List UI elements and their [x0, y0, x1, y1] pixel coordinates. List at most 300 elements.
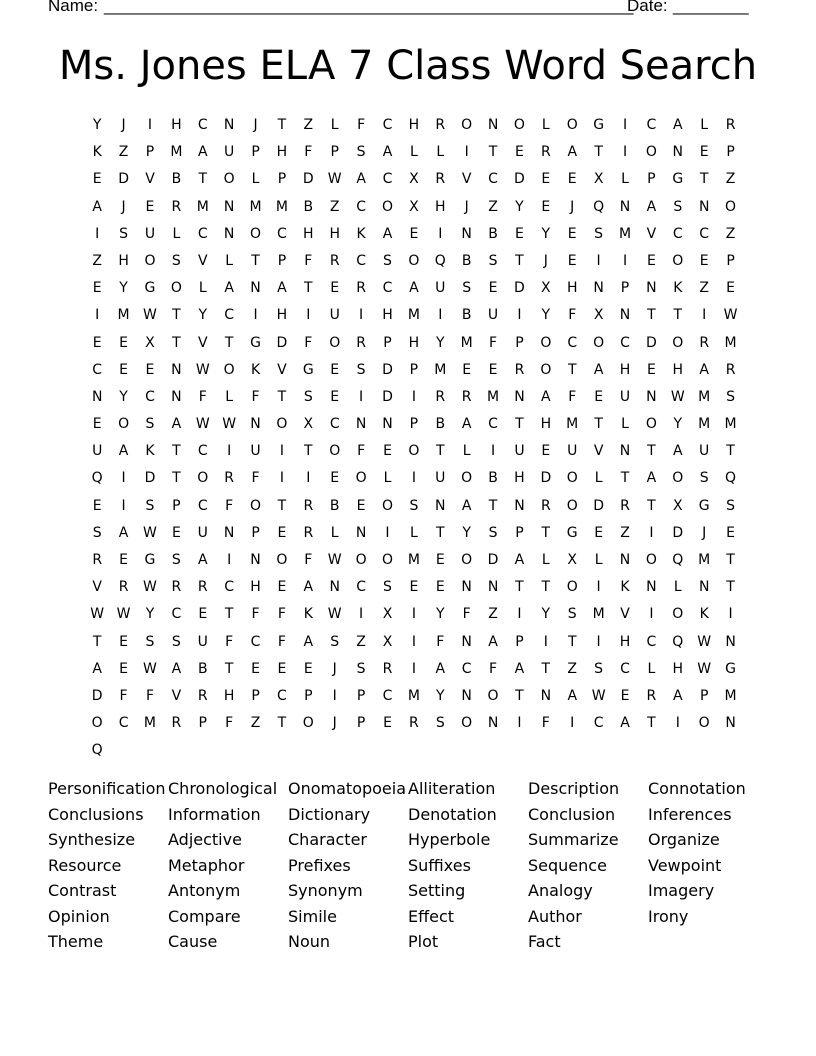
- grid-letter[interactable]: S: [435, 715, 445, 732]
- grid-letter[interactable]: L: [673, 579, 682, 596]
- grid-letter[interactable]: F: [251, 606, 260, 623]
- grid-letter[interactable]: J: [121, 198, 126, 215]
- grid-letter[interactable]: A: [171, 416, 182, 433]
- grid-letter[interactable]: L: [621, 171, 629, 188]
- grid-letter[interactable]: I: [649, 606, 654, 623]
- grid-letter[interactable]: O: [487, 687, 499, 704]
- grid-letter[interactable]: S: [567, 606, 577, 623]
- grid-letter[interactable]: O: [355, 470, 367, 487]
- grid-letter[interactable]: T: [647, 307, 656, 324]
- grid-letter[interactable]: A: [567, 144, 578, 161]
- grid-letter[interactable]: E: [409, 579, 419, 596]
- grid-letter[interactable]: S: [356, 660, 366, 677]
- grid-letter[interactable]: C: [593, 715, 604, 732]
- grid-letter[interactable]: S: [356, 144, 366, 161]
- grid-letter[interactable]: O: [672, 252, 684, 269]
- grid-letter[interactable]: G: [593, 117, 605, 133]
- grid-letter[interactable]: A: [382, 225, 393, 242]
- grid-letter[interactable]: X: [303, 416, 314, 433]
- grid-letter[interactable]: A: [303, 579, 314, 596]
- grid-letter[interactable]: R: [540, 144, 551, 161]
- grid-letter[interactable]: R: [92, 552, 103, 568]
- grid-letter[interactable]: M: [698, 388, 711, 405]
- grid-letter[interactable]: T: [699, 171, 709, 188]
- grid-letter[interactable]: A: [356, 171, 366, 188]
- grid-letter[interactable]: K: [356, 225, 366, 242]
- grid-letter[interactable]: O: [408, 252, 420, 269]
- grid-letter[interactable]: E: [515, 144, 524, 161]
- grid-letter[interactable]: E: [330, 280, 340, 297]
- grid-letter[interactable]: C: [382, 280, 393, 297]
- grid-letter[interactable]: Y: [515, 198, 524, 215]
- grid-letter[interactable]: O: [250, 497, 262, 514]
- grid-letter[interactable]: J: [464, 198, 469, 215]
- grid-letter[interactable]: N: [646, 388, 657, 405]
- grid-letter[interactable]: H: [408, 334, 420, 351]
- grid-letter[interactable]: N: [540, 687, 552, 704]
- grid-letter[interactable]: E: [541, 198, 551, 215]
- grid-letter[interactable]: D: [302, 171, 314, 188]
- grid-letter[interactable]: O: [566, 470, 578, 487]
- grid-letter[interactable]: U: [619, 388, 631, 405]
- grid-letter[interactable]: W: [697, 660, 712, 677]
- grid-letter[interactable]: A: [514, 660, 525, 677]
- grid-letter[interactable]: N: [223, 524, 235, 541]
- grid-letter[interactable]: S: [171, 252, 181, 269]
- grid-letter[interactable]: A: [567, 687, 578, 704]
- grid-letter[interactable]: Y: [92, 117, 102, 133]
- grid-letter[interactable]: N: [435, 497, 446, 514]
- grid-letter[interactable]: T: [515, 416, 524, 433]
- grid-letter[interactable]: G: [672, 171, 684, 188]
- grid-letter[interactable]: N: [461, 687, 472, 704]
- grid-letter[interactable]: F: [489, 660, 498, 677]
- grid-letter[interactable]: Y: [435, 334, 445, 351]
- grid-letter[interactable]: F: [145, 687, 154, 704]
- grid-letter[interactable]: O: [223, 171, 235, 188]
- grid-letter[interactable]: J: [121, 117, 126, 133]
- grid-letter[interactable]: L: [462, 443, 471, 460]
- grid-letter[interactable]: C: [356, 252, 366, 269]
- grid-letter[interactable]: X: [672, 497, 683, 514]
- grid-letter[interactable]: T: [435, 443, 445, 460]
- grid-letter[interactable]: M: [618, 225, 632, 242]
- grid-letter[interactable]: Q: [725, 470, 737, 487]
- grid-letter[interactable]: R: [646, 687, 657, 704]
- grid-letter[interactable]: S: [330, 633, 340, 650]
- grid-letter[interactable]: I: [622, 117, 628, 133]
- grid-letter[interactable]: K: [673, 280, 683, 297]
- grid-letter[interactable]: L: [647, 660, 656, 677]
- grid-letter[interactable]: E: [541, 443, 551, 460]
- grid-letter[interactable]: C: [250, 633, 261, 650]
- grid-letter[interactable]: N: [171, 388, 182, 405]
- grid-letter[interactable]: H: [514, 470, 525, 487]
- grid-letter[interactable]: S: [145, 497, 155, 514]
- grid-letter[interactable]: D: [382, 388, 393, 405]
- grid-letter[interactable]: N: [514, 388, 525, 405]
- grid-letter[interactable]: W: [591, 687, 606, 704]
- grid-letter[interactable]: E: [541, 171, 551, 188]
- grid-letter[interactable]: Z: [699, 280, 709, 297]
- grid-letter[interactable]: U: [197, 524, 208, 541]
- grid-letter[interactable]: A: [224, 280, 234, 297]
- grid-letter[interactable]: V: [593, 443, 604, 460]
- grid-letter[interactable]: M: [407, 552, 420, 568]
- name-field[interactable]: ________________________________________________________: [104, 0, 634, 15]
- grid-letter[interactable]: A: [673, 443, 683, 460]
- grid-letter[interactable]: M: [407, 307, 420, 324]
- grid-letter[interactable]: A: [171, 660, 182, 677]
- grid-letter[interactable]: S: [673, 198, 683, 215]
- grid-letter[interactable]: E: [330, 361, 340, 378]
- grid-letter[interactable]: M: [407, 687, 420, 704]
- grid-letter[interactable]: O: [645, 552, 657, 568]
- grid-letter[interactable]: A: [409, 280, 419, 297]
- grid-letter[interactable]: W: [670, 388, 685, 405]
- grid-letter[interactable]: H: [619, 633, 631, 650]
- grid-letter[interactable]: M: [698, 416, 711, 433]
- grid-letter[interactable]: C: [197, 117, 208, 133]
- grid-letter[interactable]: S: [594, 225, 604, 242]
- grid-letter[interactable]: O: [329, 443, 341, 460]
- grid-letter[interactable]: Y: [119, 388, 128, 405]
- grid-letter[interactable]: N: [250, 416, 261, 433]
- grid-letter[interactable]: B: [329, 497, 340, 514]
- grid-letter[interactable]: R: [725, 361, 736, 378]
- grid-letter[interactable]: G: [250, 334, 261, 351]
- grid-letter[interactable]: U: [435, 470, 446, 487]
- grid-letter[interactable]: C: [620, 660, 630, 677]
- grid-letter[interactable]: T: [92, 633, 102, 650]
- grid-letter[interactable]: E: [92, 334, 102, 351]
- grid-letter[interactable]: H: [566, 280, 578, 297]
- grid-letter[interactable]: H: [435, 198, 446, 215]
- grid-letter[interactable]: C: [382, 687, 393, 704]
- grid-letter[interactable]: T: [435, 524, 445, 541]
- grid-letter[interactable]: B: [197, 660, 208, 677]
- grid-letter[interactable]: T: [594, 416, 603, 433]
- grid-letter[interactable]: F: [357, 117, 366, 133]
- grid-letter[interactable]: V: [461, 171, 472, 188]
- grid-letter[interactable]: F: [489, 334, 498, 351]
- grid-letter[interactable]: F: [225, 715, 234, 732]
- grid-letter[interactable]: N: [619, 198, 631, 215]
- grid-letter[interactable]: A: [382, 144, 393, 161]
- grid-letter[interactable]: T: [224, 660, 234, 677]
- grid-letter[interactable]: C: [699, 225, 710, 242]
- grid-letter[interactable]: W: [327, 552, 342, 568]
- grid-letter[interactable]: I: [306, 307, 311, 324]
- grid-letter[interactable]: T: [541, 579, 551, 596]
- grid-letter[interactable]: O: [672, 470, 684, 487]
- grid-letter[interactable]: B: [488, 225, 498, 242]
- grid-letter[interactable]: Z: [303, 117, 314, 133]
- grid-letter[interactable]: S: [119, 225, 129, 242]
- grid-letter[interactable]: A: [197, 144, 208, 161]
- grid-letter[interactable]: P: [145, 144, 155, 161]
- grid-letter[interactable]: D: [144, 470, 156, 487]
- grid-letter[interactable]: O: [461, 470, 473, 487]
- grid-letter[interactable]: L: [621, 416, 629, 433]
- grid-letter[interactable]: P: [198, 715, 207, 732]
- grid-letter[interactable]: V: [277, 361, 287, 378]
- grid-letter[interactable]: W: [195, 361, 210, 378]
- grid-letter[interactable]: C: [277, 687, 287, 704]
- grid-letter[interactable]: T: [304, 443, 313, 460]
- grid-letter[interactable]: N: [487, 117, 499, 133]
- grid-letter[interactable]: E: [92, 497, 102, 514]
- grid-letter[interactable]: N: [725, 715, 736, 732]
- grid-letter[interactable]: T: [647, 497, 656, 514]
- grid-letter[interactable]: D: [514, 171, 525, 188]
- grid-letter[interactable]: O: [223, 361, 235, 378]
- grid-letter[interactable]: T: [620, 470, 630, 487]
- grid-letter[interactable]: F: [436, 633, 445, 650]
- grid-letter[interactable]: T: [726, 552, 735, 568]
- grid-letter[interactable]: I: [702, 307, 707, 324]
- grid-letter[interactable]: S: [303, 388, 313, 405]
- grid-letter[interactable]: A: [277, 280, 287, 297]
- grid-letter[interactable]: C: [488, 416, 498, 433]
- grid-letter[interactable]: E: [699, 252, 709, 269]
- grid-letter[interactable]: T: [277, 388, 287, 405]
- grid-letter[interactable]: A: [303, 633, 314, 650]
- grid-letter[interactable]: M: [487, 388, 500, 405]
- grid-letter[interactable]: C: [145, 388, 155, 405]
- grid-letter[interactable]: U: [92, 443, 103, 460]
- grid-letter[interactable]: N: [223, 117, 235, 133]
- grid-letter[interactable]: C: [356, 579, 366, 596]
- grid-letter[interactable]: Y: [462, 524, 471, 541]
- grid-letter[interactable]: T: [541, 660, 551, 677]
- grid-letter[interactable]: P: [383, 334, 392, 351]
- grid-letter[interactable]: J: [543, 252, 548, 269]
- grid-letter[interactable]: X: [593, 307, 604, 324]
- grid-letter[interactable]: E: [699, 144, 709, 161]
- grid-letter[interactable]: F: [251, 388, 260, 405]
- grid-letter[interactable]: N: [171, 361, 182, 378]
- grid-letter[interactable]: F: [277, 633, 286, 650]
- grid-letter[interactable]: W: [222, 416, 237, 433]
- letter-grid[interactable]: [84, 112, 744, 765]
- grid-letter[interactable]: R: [329, 252, 340, 269]
- grid-letter[interactable]: A: [620, 715, 630, 732]
- grid-letter[interactable]: N: [250, 552, 261, 568]
- grid-letter[interactable]: O: [513, 117, 525, 133]
- grid-letter[interactable]: O: [645, 144, 657, 161]
- grid-letter[interactable]: M: [460, 334, 473, 351]
- grid-letter[interactable]: C: [224, 307, 235, 324]
- grid-letter[interactable]: I: [253, 307, 258, 324]
- grid-letter[interactable]: F: [304, 552, 313, 568]
- grid-letter[interactable]: Y: [435, 687, 445, 704]
- grid-letter[interactable]: E: [145, 361, 155, 378]
- grid-letter[interactable]: O: [250, 225, 262, 242]
- grid-letter[interactable]: R: [620, 497, 630, 514]
- grid-letter[interactable]: P: [620, 280, 630, 297]
- grid-letter[interactable]: M: [698, 552, 711, 568]
- grid-letter[interactable]: E: [119, 552, 129, 568]
- grid-letter[interactable]: E: [488, 361, 498, 378]
- grid-letter[interactable]: T: [277, 117, 287, 133]
- grid-letter[interactable]: N: [250, 280, 261, 297]
- grid-letter[interactable]: I: [622, 144, 628, 161]
- grid-letter[interactable]: D: [91, 687, 103, 704]
- grid-letter[interactable]: E: [330, 388, 340, 405]
- grid-letter[interactable]: U: [197, 633, 208, 650]
- grid-letter[interactable]: I: [517, 606, 522, 623]
- grid-letter[interactable]: S: [145, 416, 155, 433]
- grid-letter[interactable]: N: [672, 144, 684, 161]
- grid-letter[interactable]: P: [251, 687, 260, 704]
- grid-letter[interactable]: E: [726, 280, 735, 297]
- grid-letter[interactable]: Z: [725, 171, 736, 188]
- grid-letter[interactable]: E: [383, 715, 392, 732]
- grid-letter[interactable]: C: [488, 171, 498, 188]
- grid-letter[interactable]: O: [566, 497, 578, 514]
- grid-letter[interactable]: M: [724, 687, 737, 704]
- grid-letter[interactable]: W: [90, 606, 105, 623]
- grid-letter[interactable]: H: [303, 225, 314, 242]
- grid-letter[interactable]: D: [593, 497, 604, 514]
- grid-letter[interactable]: I: [649, 524, 654, 541]
- grid-letter[interactable]: E: [435, 579, 445, 596]
- grid-letter[interactable]: O: [276, 552, 288, 568]
- grid-letter[interactable]: C: [356, 198, 366, 215]
- grid-letter[interactable]: Y: [119, 280, 128, 297]
- grid-letter[interactable]: C: [171, 606, 182, 623]
- grid-letter[interactable]: A: [593, 361, 604, 378]
- grid-letter[interactable]: F: [225, 497, 234, 514]
- grid-letter[interactable]: D: [276, 334, 288, 351]
- grid-letter[interactable]: I: [95, 307, 100, 324]
- grid-letter[interactable]: H: [619, 361, 631, 378]
- grid-letter[interactable]: T: [172, 443, 181, 460]
- grid-letter[interactable]: R: [382, 660, 393, 677]
- grid-letter[interactable]: P: [251, 144, 260, 161]
- grid-letter[interactable]: A: [461, 416, 472, 433]
- grid-letter[interactable]: A: [541, 388, 551, 405]
- grid-letter[interactable]: K: [303, 606, 313, 623]
- grid-letter[interactable]: L: [541, 117, 550, 133]
- grid-letter[interactable]: P: [515, 633, 524, 650]
- grid-letter[interactable]: Y: [145, 606, 155, 623]
- grid-letter[interactable]: C: [92, 361, 103, 378]
- grid-letter[interactable]: V: [646, 225, 657, 242]
- grid-letter[interactable]: I: [121, 497, 126, 514]
- grid-letter[interactable]: N: [619, 552, 631, 568]
- grid-letter[interactable]: E: [488, 280, 498, 297]
- grid-letter[interactable]: I: [359, 388, 364, 405]
- grid-letter[interactable]: R: [699, 334, 710, 351]
- grid-letter[interactable]: D: [487, 552, 499, 568]
- grid-letter[interactable]: K: [92, 144, 102, 161]
- grid-letter[interactable]: O: [725, 198, 737, 215]
- grid-letter[interactable]: M: [724, 416, 737, 433]
- grid-letter[interactable]: K: [145, 443, 155, 460]
- grid-letter[interactable]: X: [409, 171, 419, 188]
- grid-letter[interactable]: L: [225, 252, 234, 269]
- grid-letter[interactable]: M: [117, 307, 130, 324]
- grid-letter[interactable]: P: [647, 171, 656, 188]
- grid-letter[interactable]: Z: [725, 225, 736, 242]
- grid-letter[interactable]: J: [332, 715, 337, 732]
- grid-letter[interactable]: E: [277, 579, 287, 596]
- grid-letter[interactable]: L: [409, 524, 418, 541]
- grid-letter[interactable]: C: [646, 633, 657, 650]
- grid-letter[interactable]: N: [382, 416, 393, 433]
- grid-letter[interactable]: F: [462, 606, 471, 623]
- grid-letter[interactable]: O: [381, 552, 393, 568]
- grid-letter[interactable]: T: [647, 715, 656, 732]
- grid-letter[interactable]: M: [143, 715, 157, 732]
- grid-letter[interactable]: I: [517, 307, 522, 324]
- grid-letter[interactable]: C: [567, 334, 578, 351]
- grid-letter[interactable]: M: [434, 361, 447, 378]
- grid-letter[interactable]: O: [593, 334, 605, 351]
- grid-letter[interactable]: G: [144, 552, 156, 568]
- grid-letter[interactable]: E: [567, 225, 577, 242]
- grid-letter[interactable]: H: [329, 225, 340, 242]
- grid-letter[interactable]: R: [118, 579, 129, 596]
- grid-letter[interactable]: R: [303, 524, 314, 541]
- grid-letter[interactable]: V: [620, 606, 630, 623]
- grid-letter[interactable]: D: [118, 171, 129, 188]
- grid-letter[interactable]: L: [409, 144, 418, 161]
- grid-letter[interactable]: N: [487, 579, 499, 596]
- date-field[interactable]: ________: [673, 0, 749, 15]
- grid-letter[interactable]: O: [698, 715, 710, 732]
- grid-letter[interactable]: S: [356, 361, 366, 378]
- grid-letter[interactable]: I: [279, 470, 284, 487]
- grid-letter[interactable]: S: [409, 497, 419, 514]
- grid-letter[interactable]: C: [329, 416, 340, 433]
- grid-letter[interactable]: A: [435, 660, 446, 677]
- grid-letter[interactable]: T: [277, 715, 287, 732]
- grid-letter[interactable]: P: [699, 687, 709, 704]
- grid-letter[interactable]: S: [726, 388, 736, 405]
- grid-letter[interactable]: Y: [541, 225, 551, 242]
- grid-letter[interactable]: M: [592, 606, 605, 623]
- grid-letter[interactable]: I: [411, 388, 416, 405]
- grid-letter[interactable]: B: [461, 307, 472, 324]
- grid-letter[interactable]: I: [147, 117, 153, 133]
- grid-letter[interactable]: C: [197, 443, 208, 460]
- grid-letter[interactable]: U: [224, 144, 235, 161]
- grid-letter[interactable]: I: [227, 552, 232, 568]
- grid-letter[interactable]: R: [356, 334, 366, 351]
- grid-letter[interactable]: T: [277, 497, 287, 514]
- grid-letter[interactable]: G: [302, 361, 314, 378]
- grid-letter[interactable]: E: [145, 198, 155, 215]
- grid-letter[interactable]: S: [145, 633, 155, 650]
- grid-letter[interactable]: L: [541, 552, 550, 568]
- grid-letter[interactable]: R: [197, 579, 208, 596]
- grid-letter[interactable]: M: [170, 144, 183, 161]
- grid-letter[interactable]: Y: [541, 606, 551, 623]
- grid-letter[interactable]: V: [197, 334, 208, 351]
- grid-letter[interactable]: W: [143, 524, 157, 541]
- grid-letter[interactable]: F: [568, 388, 577, 405]
- grid-letter[interactable]: U: [699, 443, 710, 460]
- grid-letter[interactable]: B: [435, 416, 446, 433]
- grid-letter[interactable]: U: [487, 307, 499, 324]
- grid-letter[interactable]: I: [596, 633, 601, 650]
- grid-letter[interactable]: O: [355, 552, 367, 568]
- grid-letter[interactable]: A: [118, 524, 129, 541]
- grid-letter[interactable]: M: [566, 416, 579, 433]
